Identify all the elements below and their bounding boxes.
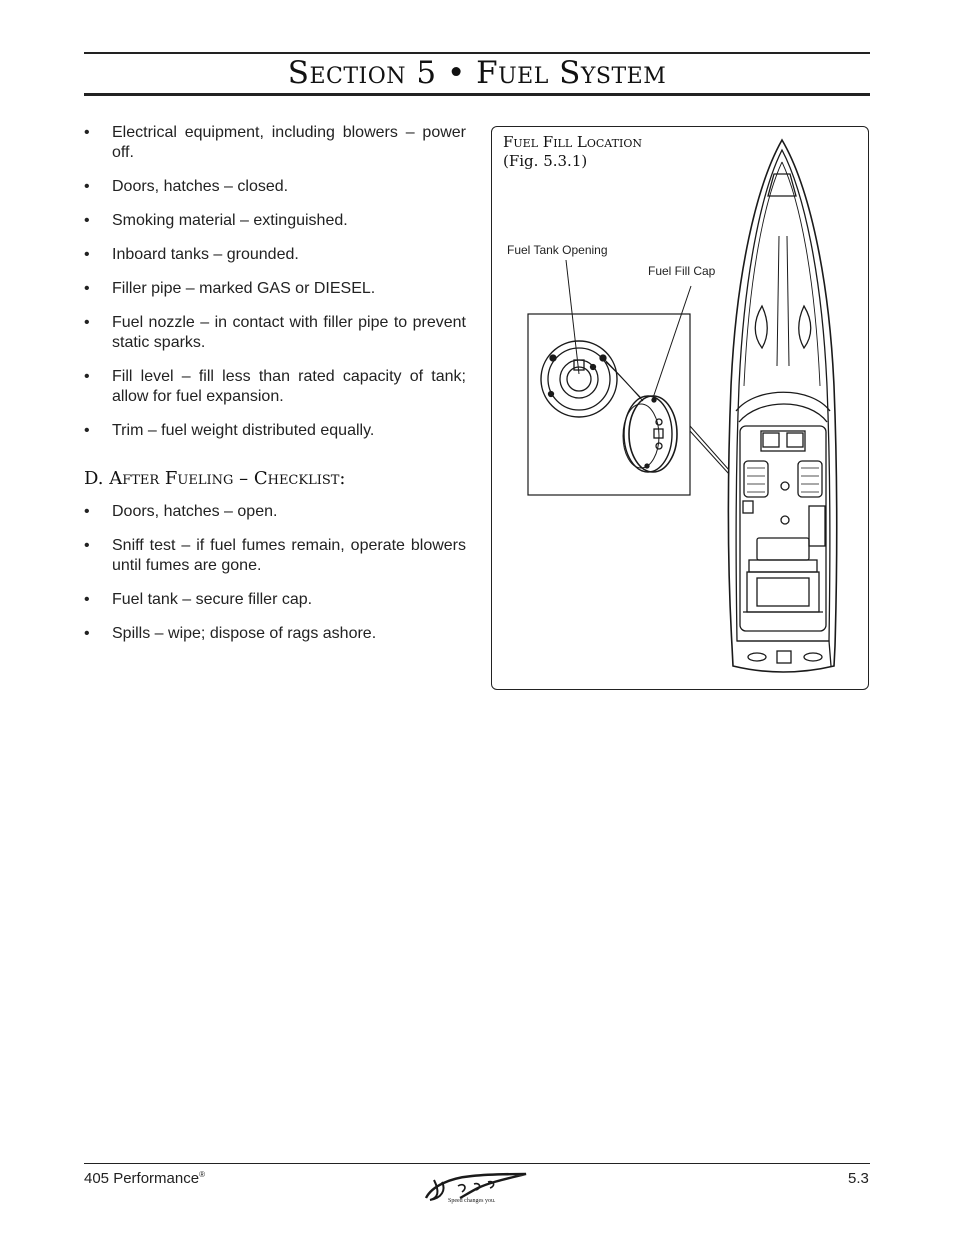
header-rule-top	[84, 52, 870, 54]
page-number: 5.3	[848, 1170, 869, 1187]
baja-logo-icon	[420, 1168, 530, 1204]
after-fueling-heading: D. After Fueling – Checklist:	[84, 468, 346, 489]
leader-fill-cap	[653, 286, 691, 398]
label-fuel-tank-opening: Fuel Tank Opening	[507, 243, 608, 257]
page-title: Section 5 • Fuel System	[287, 55, 667, 91]
list-item: • Trim – fuel weight distributed equally.	[84, 422, 375, 439]
after-fueling-checklist	[84, 502, 466, 658]
fuel-fill-cap-icon	[623, 396, 677, 472]
footer-model: 405 Performance®	[84, 1170, 205, 1187]
boat-hull-outline	[728, 140, 836, 672]
header-rule-bottom	[84, 93, 870, 96]
list-item: • Doors, hatches – closed.	[84, 178, 289, 195]
detail-inset	[528, 314, 690, 495]
list-item: • Spills – wipe; dispose of rags ashore.	[84, 625, 377, 642]
list-item: • Filler pipe – marked GAS or DIESEL.	[84, 280, 376, 297]
fuel-tank-opening-icon	[541, 341, 643, 417]
fueling-checklist	[84, 123, 466, 455]
leader-tank-opening	[566, 260, 579, 374]
list-item: • Fuel nozzle – in contact with filler pipe to prevent static sparks.	[84, 314, 466, 351]
leader-inset-to-boat	[690, 426, 729, 470]
list-item: • Sniff test – if fuel fumes remain, operate blowers until fumes are gone.	[84, 537, 466, 574]
list-item: • Electrical equipment, including blowers – power off.	[84, 124, 466, 161]
logo-tagline: Speed changes you.	[448, 1198, 496, 1204]
figure-caption-title: Fuel Fill Location	[503, 133, 642, 151]
label-fuel-fill-cap: Fuel Fill Cap	[648, 264, 716, 278]
list-item: • Doors, hatches – open.	[84, 503, 278, 520]
list-item: • Fill level – fill less than rated capacity of tank; allow for fuel expansion.	[84, 368, 466, 405]
figure-caption-number: (Fig. 5.3.1)	[503, 152, 588, 170]
list-item: • Inboard tanks – grounded.	[84, 246, 299, 263]
registered-mark: ®	[199, 1170, 205, 1179]
boat-top-view-diagram	[491, 126, 869, 690]
footer-rule	[84, 1163, 870, 1164]
list-item: • Smoking material – extinguished.	[84, 212, 348, 229]
list-item: • Fuel tank – secure filler cap.	[84, 591, 313, 608]
